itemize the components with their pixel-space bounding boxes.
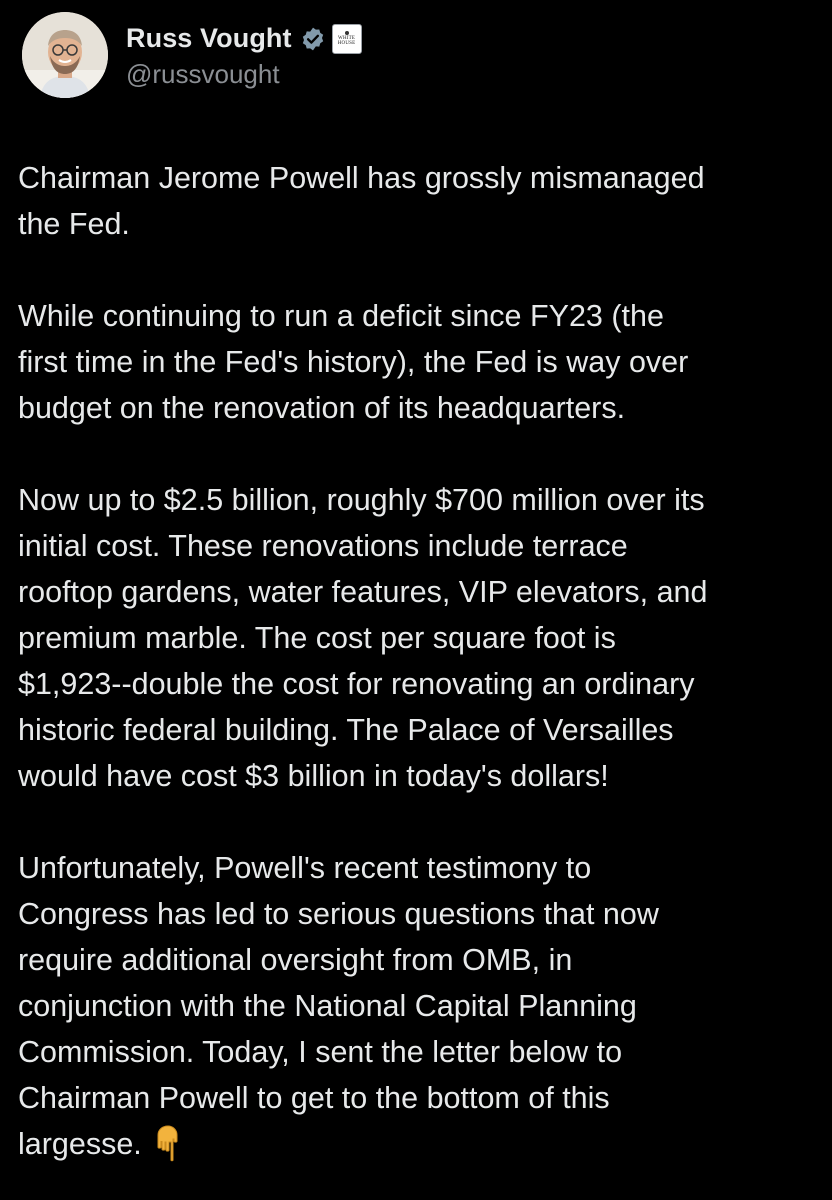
pointing-down-hand-emoji [152,1124,182,1162]
text-line: first time in the Fed's history), the Fed is way over [18,345,689,379]
text-line: Chairman Powell to get to the bottom of this [18,1081,610,1115]
text-line: largesse. [18,1127,142,1161]
text-line: initial cost. These renovations include terrace [18,529,628,563]
tweet-header [22,12,362,98]
text-line: conjunction with the National Capital Planning [18,989,637,1023]
white-house-badge-icon[interactable] [332,24,362,54]
tweet-paragraph [18,155,818,247]
text-line: While continuing to run a deficit since FY23 (the [18,299,664,333]
tweet-text [18,155,818,1167]
text-line: $1,923--double the cost for renovating an ordinary [18,667,695,701]
tweet-paragraph [18,293,818,431]
verified-badge-icon [300,26,326,52]
text-line: Congress has led to serious questions that now [18,897,659,931]
text-line: the Fed. [18,207,130,241]
tweet-paragraph [18,477,818,799]
text-line: require additional oversight from OMB, in [18,943,573,977]
text-line: would have cost $3 billion in today's dollars! [18,759,609,793]
text-line: premium marble. The cost per square foot is [18,621,616,655]
affiliation-label: WHITE HOUSE [337,36,356,46]
text-line-last [18,1121,818,1167]
tweet-paragraph [18,845,818,1167]
text-line: Unfortunately, Powell's recent testimony to [18,851,592,885]
author-handle[interactable]: @russvought [126,58,280,89]
text-line: Now up to $2.5 billion, roughly $700 million over its [18,483,705,517]
author-display-name[interactable]: Russ Vought [126,23,292,53]
text-line: rooftop gardens, water features, VIP elevators, and [18,575,708,609]
text-line: Commission. Today, I sent the letter below to [18,1035,623,1069]
author-identity [126,21,362,90]
name-row [126,21,362,57]
text-line: historic federal building. The Palace of Versailles [18,713,674,747]
seal-mark [345,31,349,35]
text-line: budget on the renovation of its headquarters. [18,391,626,425]
text-line: Chairman Jerome Powell has grossly mismanaged [18,161,705,195]
profile-avatar[interactable] [22,12,108,98]
